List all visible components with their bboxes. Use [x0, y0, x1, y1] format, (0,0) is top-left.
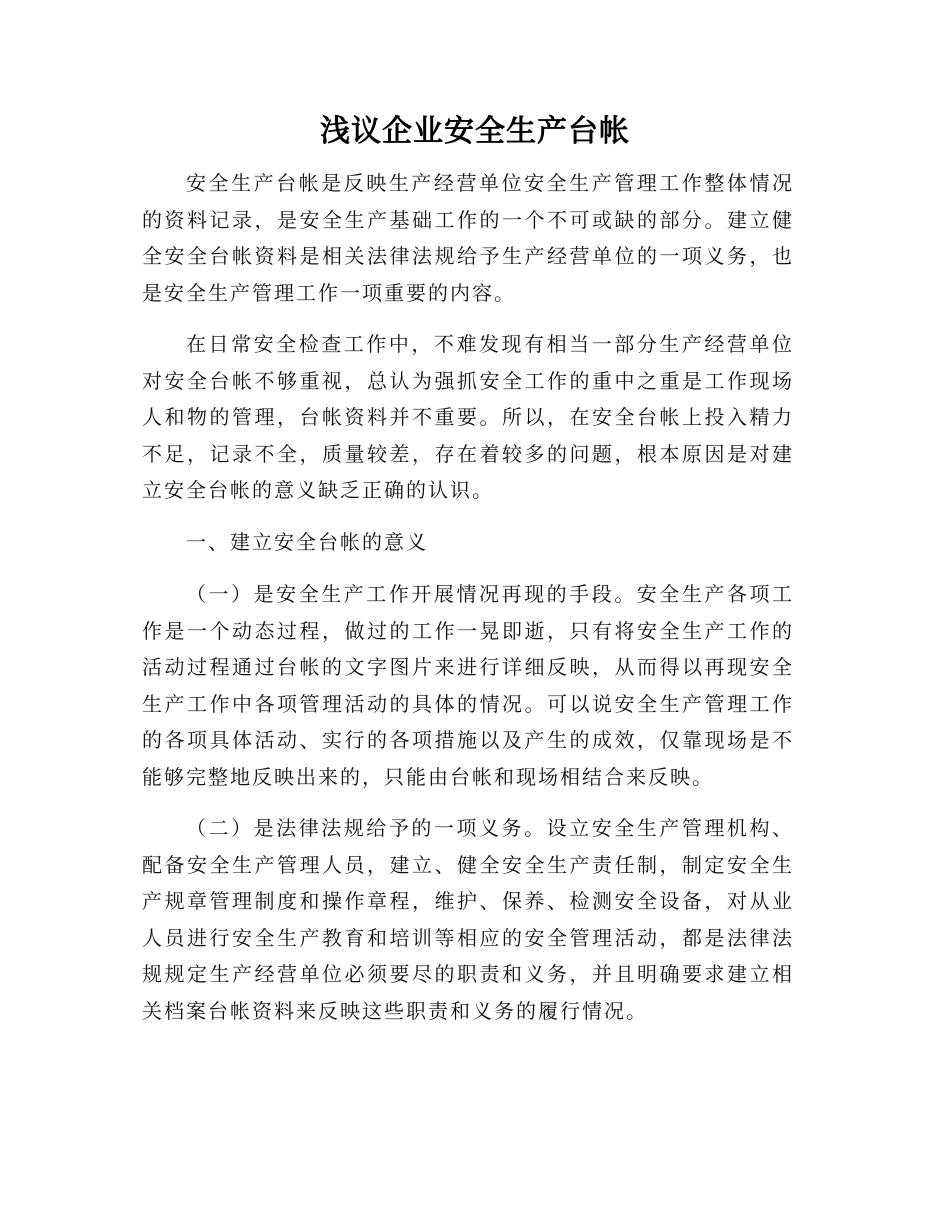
paragraph-problem: 在日常安全检查工作中，不难发现有相当一部分生产经营单位对安全台帐不够重视，总认为强抓安全工作的重中之重是工作现场人和物的管理，台帐资料并不重要。所以，在安全台帐上投入精力不足，记录不全，质量较差，存在着较多的问题，根本原因是对建立安全台帐的意义缺乏正确的认识。 — [142, 332, 794, 502]
paragraph-point-2: （二）是法律法规给予的一项义务。设立安全生产管理机构、配备安全生产管理人员，建立、健全安全生产责任制，制定安全生产规章管理制度和操作章程，维护、保养、检测安全设备，对从业人员进行安全生产教育和培训等相应的安全管理活动，都是法律法规规定生产经营单位必须要尽的职责和义务，并且明确要求建立相关档案台帐资料来反映这些职责和义务的履行情况。 — [142, 816, 794, 1023]
document-title: 浅议企业安全生产台帐 — [320, 114, 630, 149]
paragraph-intro: 安全生产台帐是反映生产经营单位安全生产管理工作整体情况的资料记录，是安全生产基础工作的一个不可或缺的部分。建立健全安全台帐资料是相关法律法规给予生产经营单位的一项义务，也是安全生产管理工作一项重要的内容。 — [142, 171, 794, 305]
paragraph-point-1: （一）是安全生产工作开展情况再现的手段。安全生产各项工作是一个动态过程，做过的工作一晃即逝，只有将安全生产工作的活动过程通过台帐的文字图片来进行详细反映，从而得以再现安全生产工作中各项管理活动的具体的情况。可以说安全生产管理工作的各项具体活动、实行的各项措施以及产生的成效，仅靠现场是不能够完整地反映出来的，只能由台帐和现场相结合来反映。 — [142, 582, 794, 789]
section-heading: 一、建立安全台帐的意义 — [186, 529, 428, 554]
document-body — [142, 165, 794, 1044]
